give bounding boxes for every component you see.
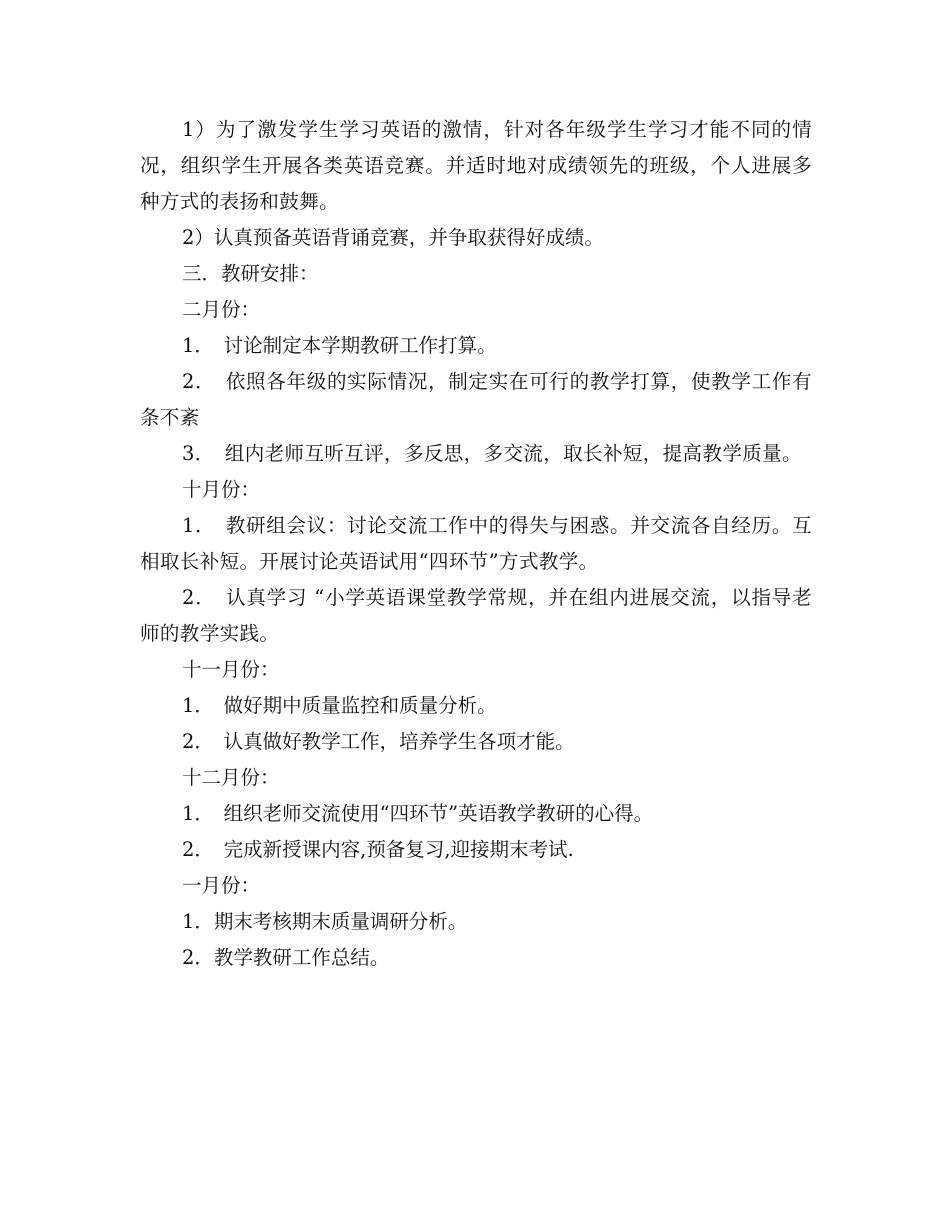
document-page	[140, 112, 812, 976]
month-heading-february: 二月份：	[182, 298, 261, 321]
month-heading-november: 十一月份：	[182, 658, 280, 681]
section-heading-research-plan: 三．教研安排：	[182, 262, 319, 285]
list-item-jan-1: 1．期末考核期末质量调研分析。	[182, 910, 468, 933]
list-item-dec-1: 1． 组织老师交流使用“四环节”英语教学教研的心得。	[182, 802, 654, 825]
list-item-nov-2: 2． 认真做好教学工作，培养学生各项才能。	[182, 730, 575, 753]
month-heading-january: 一月份：	[182, 874, 261, 897]
list-item-dec-2: 2． 完成新授课内容,预备复习,迎接期末考试.	[182, 838, 574, 861]
list-item-jan-2: 2．教学教研工作总结。	[182, 946, 390, 969]
list-item-feb-2: 2． 依照各年级的实际情况，制定实在可行的教学打算，使教学工作有条不紊	[140, 370, 812, 429]
list-item-nov-1: 1． 做好期中质量监控和质量分析。	[182, 694, 497, 717]
paragraph-recitation: 2）认真预备英语背诵竞赛，并争取获得好成绩。	[182, 226, 604, 249]
list-item-feb-1: 1． 讨论制定本学期教研工作打算。	[182, 334, 497, 357]
list-item-oct-1: 1． 教研组会议：讨论交流工作中的得失与困惑。并交流各自经历。互相取长补短。开展讨论英语试用“四环节”方式教学。	[140, 514, 812, 573]
paragraph-competitions: 1）为了激发学生学习英语的激情，针对各年级学生学习才能不同的情况，组织学生开展各类英语竞赛。并适时地对成绩领先的班级，个人进展多种方式的表扬和鼓舞。	[140, 118, 812, 213]
month-heading-december: 十二月份：	[182, 766, 280, 789]
list-item-oct-2: 2． 认真学习 “小学英语课堂教学常规，并在组内进展交流，以指导老师的教学实践。	[140, 586, 812, 645]
list-item-feb-3: 3． 组内老师互听互评，多反思，多交流，取长补短，提高教学质量。	[182, 442, 802, 465]
month-heading-october: 十月份：	[182, 478, 261, 501]
